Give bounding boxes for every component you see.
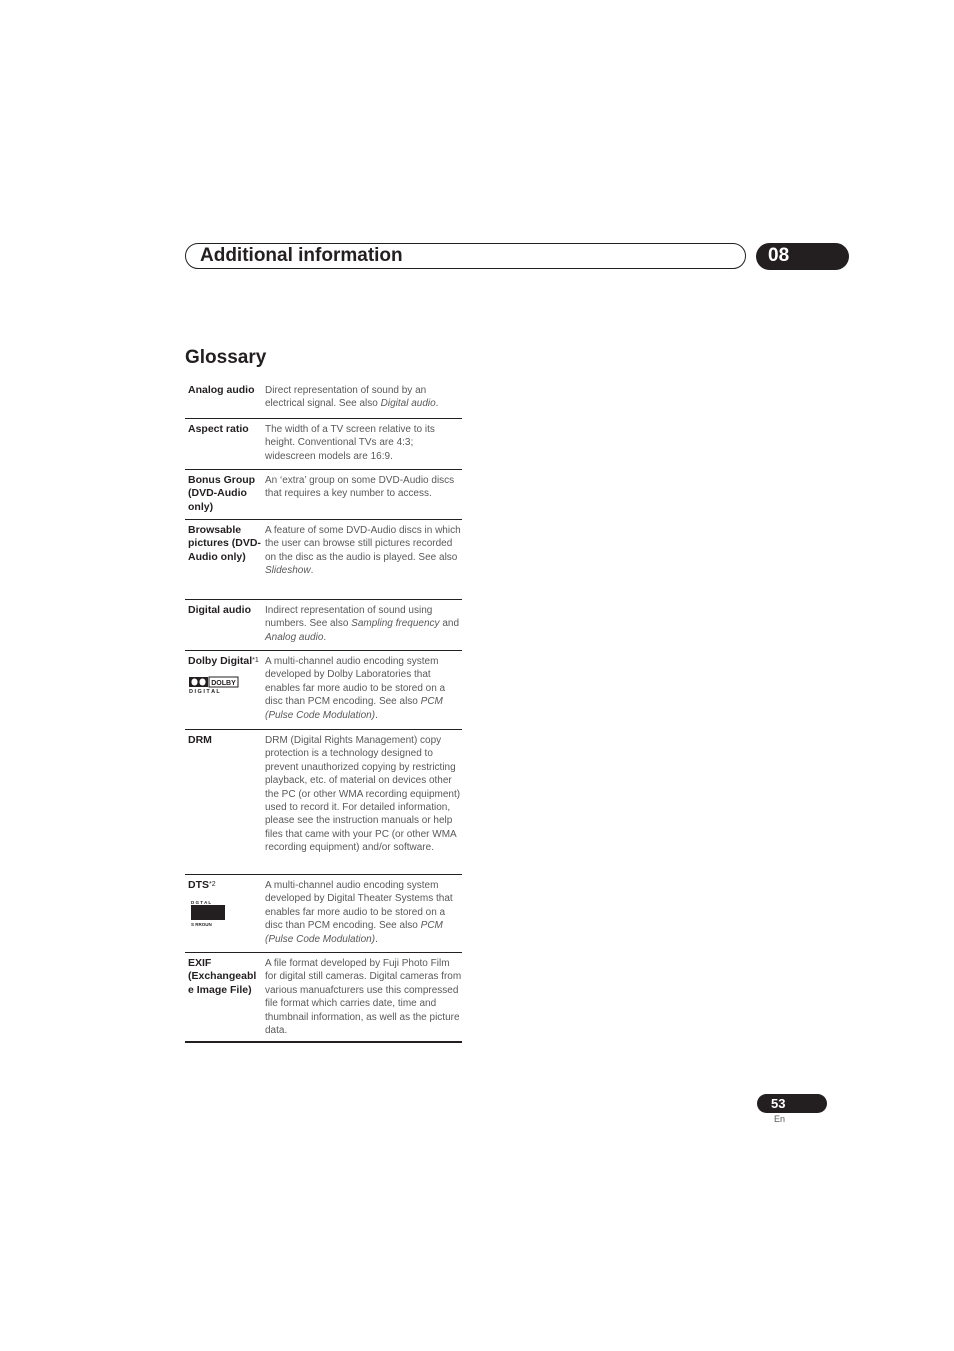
glossary-term-cell	[185, 524, 262, 599]
glossary-definition	[262, 957, 462, 1041]
chapter-title: Additional information	[200, 245, 403, 266]
glossary-term: Digital audio	[188, 604, 251, 616]
glossary-definition	[262, 423, 462, 469]
definition-cross-reference: PCM (Pulse Code Modulation)	[265, 696, 443, 721]
glossary-definition	[262, 474, 462, 519]
glossary-term: DRM	[188, 734, 212, 746]
glossary-term-cell	[185, 384, 262, 418]
definition-text: .	[435, 398, 439, 410]
glossary-definition	[262, 879, 462, 952]
definition-text: .	[310, 565, 314, 577]
glossary-term-cell	[185, 734, 262, 874]
definition-text: .	[323, 631, 327, 643]
glossary-definition	[262, 524, 462, 599]
glossary-term: DTS	[188, 879, 209, 891]
glossary-definition	[262, 734, 462, 874]
definition-cross-reference: Slideshow	[265, 565, 311, 577]
dts-logo-icon	[188, 900, 228, 928]
glossary-table	[185, 380, 462, 1043]
chapter-number: 08	[768, 245, 790, 266]
glossary-definition	[262, 384, 462, 418]
chapter-header	[185, 243, 746, 269]
glossary-term: EXIF (Exchangeabl e Image File)	[188, 957, 257, 996]
dolby-logo-subtext: D I G I T A L	[189, 689, 220, 695]
page-number: 53	[771, 1096, 786, 1111]
glossary-row	[185, 470, 462, 520]
definition-text: .	[375, 709, 378, 721]
glossary-term-cell	[185, 474, 262, 519]
footnote-marker: *2	[209, 881, 216, 888]
glossary-term-cell	[185, 655, 262, 729]
glossary-definition	[262, 604, 462, 650]
glossary-row	[185, 730, 462, 875]
glossary-term-cell	[185, 604, 262, 650]
glossary-term-cell	[185, 879, 262, 952]
definition-text: and	[439, 618, 460, 630]
definition-text: Direct representation of sound by an electrical signal. See also	[265, 385, 427, 410]
glossary-row	[185, 419, 462, 470]
glossary-term-cell	[185, 957, 262, 1041]
glossary-definition	[262, 655, 462, 729]
definition-text: A multi-channel audio encoding system developed by Digital Theater Systems that enables far more audio to be stored on a disc than PCM encoding. See also	[265, 880, 453, 932]
definition-text: An ‘extra’ group on some DVD-Audio discs that requires a key number to access.	[265, 475, 455, 500]
page-number-badge	[757, 1094, 827, 1113]
definition-text: A file format developed by Fuji Photo Film for digital still cameras. Digital cameras from various manuafcturers use this compressed file format which carries date, time and thumbnail information, as well as the picture data.	[265, 958, 462, 1037]
glossary-row	[185, 380, 462, 419]
dolby-digital-logo-icon	[188, 676, 240, 694]
definition-cross-reference: PCM (Pulse Code Modulation)	[265, 920, 443, 945]
glossary-row	[185, 875, 462, 953]
glossary-term: Dolby Digital	[188, 655, 253, 667]
definition-cross-reference: Analog audio	[265, 631, 324, 643]
definition-text: DRM (Digital Rights Management) copy protection is a technology designed to prevent unauthorized copying by restricting playback, etc. of material on devices other the PC (or other WMA recording equipment) used to record it. For detailed information, please see the instruction manuals or help files that came with your PC (or other WMA recording equipment) and/or software.	[265, 735, 461, 854]
page-language: En	[774, 1114, 786, 1124]
dts-logo-bottom-text: S RROUN	[191, 922, 212, 928]
glossary-row	[185, 600, 462, 651]
glossary-row	[185, 953, 462, 1043]
definition-text: Indirect representation of sound using numbers. See also	[265, 605, 433, 630]
chapter-number-badge	[756, 243, 849, 270]
glossary-term-cell	[185, 423, 262, 469]
glossary-term: Aspect ratio	[188, 423, 249, 435]
definition-text: The width of a TV screen relative to its height. Conventional TVs are 4:3; widescreen models are 16:9.	[265, 424, 435, 462]
dolby-logo-word: DOLBY	[211, 680, 236, 688]
glossary-row	[185, 520, 462, 600]
definition-cross-reference: Sampling frequency	[351, 618, 440, 630]
definition-text: A feature of some DVD-Audio discs in which the user can browse still pictures recorded on the disc as the audio is played. See also	[265, 525, 461, 563]
glossary-term: Browsable pictures (DVD-Audio only)	[188, 524, 261, 563]
dts-logo-top-text: D G T A L	[191, 900, 212, 906]
glossary-row	[185, 651, 462, 730]
glossary-term: Bonus Group (DVD-Audio only)	[188, 474, 256, 513]
definition-text: A multi-channel audio encoding system developed by Dolby Laboratories that enables far more audio to be stored on a disc than PCM encoding. See also	[265, 656, 446, 708]
footnote-marker: *1	[252, 657, 259, 664]
definition-cross-reference: Digital audio	[380, 398, 436, 410]
definition-text: .	[375, 933, 378, 945]
glossary-term: Analog audio	[188, 384, 255, 396]
section-title: Glossary	[185, 347, 267, 368]
